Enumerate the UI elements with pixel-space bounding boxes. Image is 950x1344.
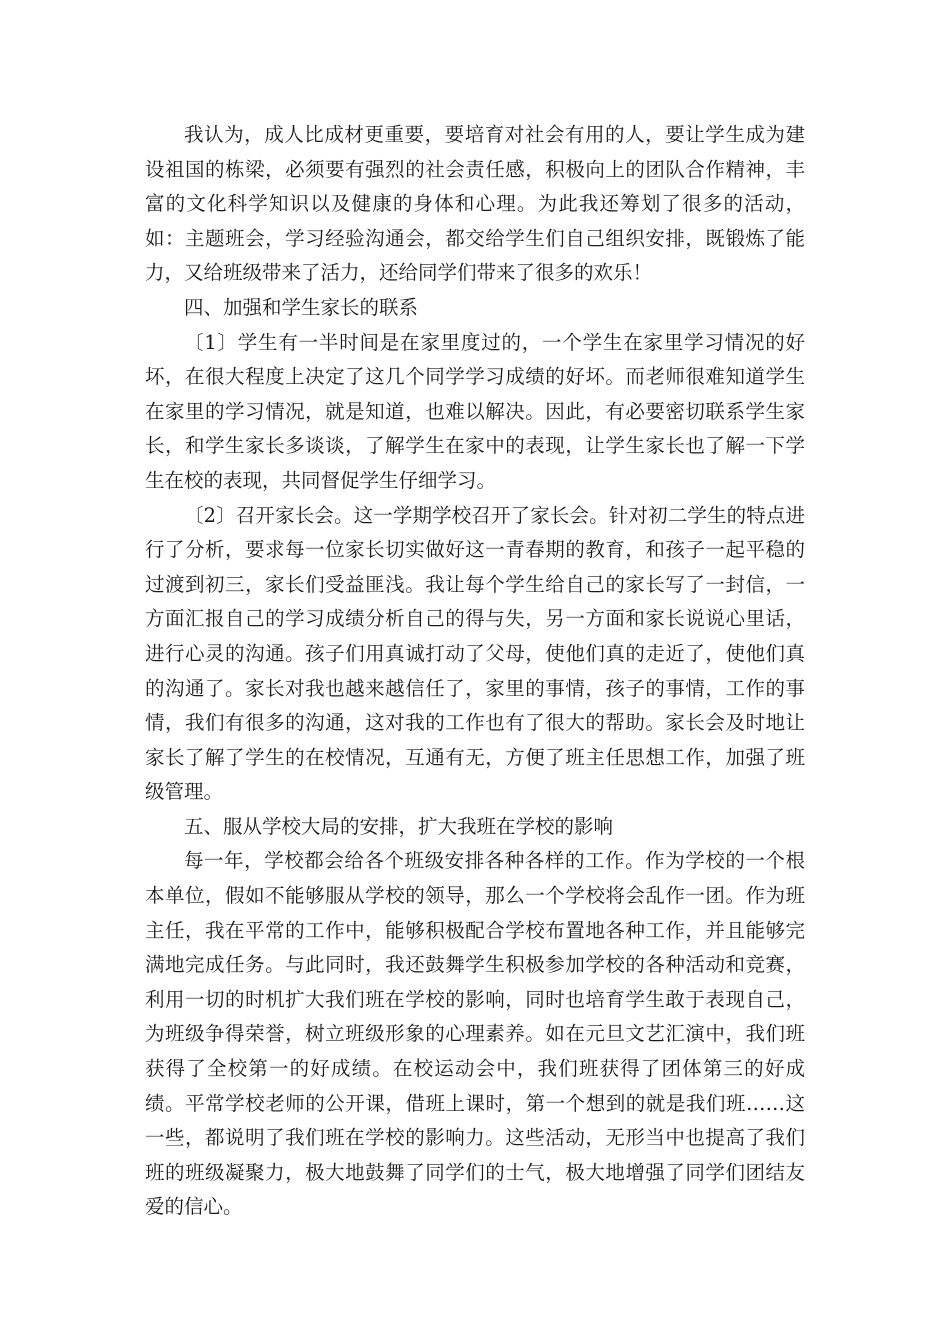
paragraph-4-2: 〔2〕召开家长会。这一学期学校召开了家长会。针对初二学生的特点进行了分析，要求每一位家长切实做好这一青春期的教育，和孩子一起平稳的过渡到初三，家长们受益匪浅。我让每个学生给自己的家长写了一封信，一方面汇报自己的学习成绩分析自己的得与失，另一方面和家长说说心里话，进行心灵的沟通。孩子们用真诚打动了父母，使他们真的走近了，使他们真的沟通了。家长对我也越来越信任了，家里的事情，孩子的事情，工作的事情，我们有很多的沟通，这对我的工作也有了很大的帮助。家长会及时地让家长了解了学生的在校情况，互通有无，方便了班主任思想工作，加强了班级管理。 [145,503,805,804]
paragraph-4-1: 〔1〕学生有一半时间是在家里度过的，一个学生在家里学习情况的好坏，在很大程度上决定了这几个同学学习成绩的好坏。而老师很难知道学生在家里的学习情况，就是知道，也难以解决。因此，有必要密切联系学生家长，和学生家长多谈谈，了解学生在家中的表现，让学生家长也了解一下学生在校的表现，共同督促学生仔细学习。 [145,330,805,492]
section-heading-5: 五、服从学校大局的安排，扩大我班在学校的影响 [184,814,614,838]
paragraph-5: 每一年，学校都会给各个班级安排各种各样的工作。作为学校的一个根本单位，假如不能够服从学校的领导，那么一个学校将会乱作一团。作为班主任，我在平常的工作中，能够积极配合学校布置地各种工作，并且能够完满地完成任务。与此同时，我还鼓舞学生积极参加学校的各种活动和竞赛，利用一切的时机扩大我们班在学校的影响，同时也培育学生敢于表现自己，为班级争得荣誉，树立班级形象的心理素养。如在元旦文艺汇演中，我们班获得了全校第一的好成绩。在校运动会中，我们班获得了团体第三的好成绩。平常学校老师的公开课，借班上课时，第一个想到的就是我们班……这一些，都说明了我们班在学校的影响力。这些活动，无形当中也提高了我们班的班级凝聚力，极大地鼓舞了同学们的士气，极大地增强了同学们团结友爱的信心。 [145,849,805,1219]
paragraph-intro: 我认为，成人比成材更重要，要培育对社会有用的人，要让学生成为建设祖国的栋梁，必须要有强烈的社会责任感，积极向上的团队合作精神，丰富的文化科学知识以及健康的身体和心理。为此我还筹划了很多的活动，如：主题班会，学习经验沟通会，都交给学生们自己组织安排，既锻炼了能力，又给班级带来了活力，还给同学们带来了很多的欢乐！ [145,123,805,285]
document-body [145,118,805,1225]
section-heading-4: 四、加强和学生家长的联系 [184,295,419,319]
